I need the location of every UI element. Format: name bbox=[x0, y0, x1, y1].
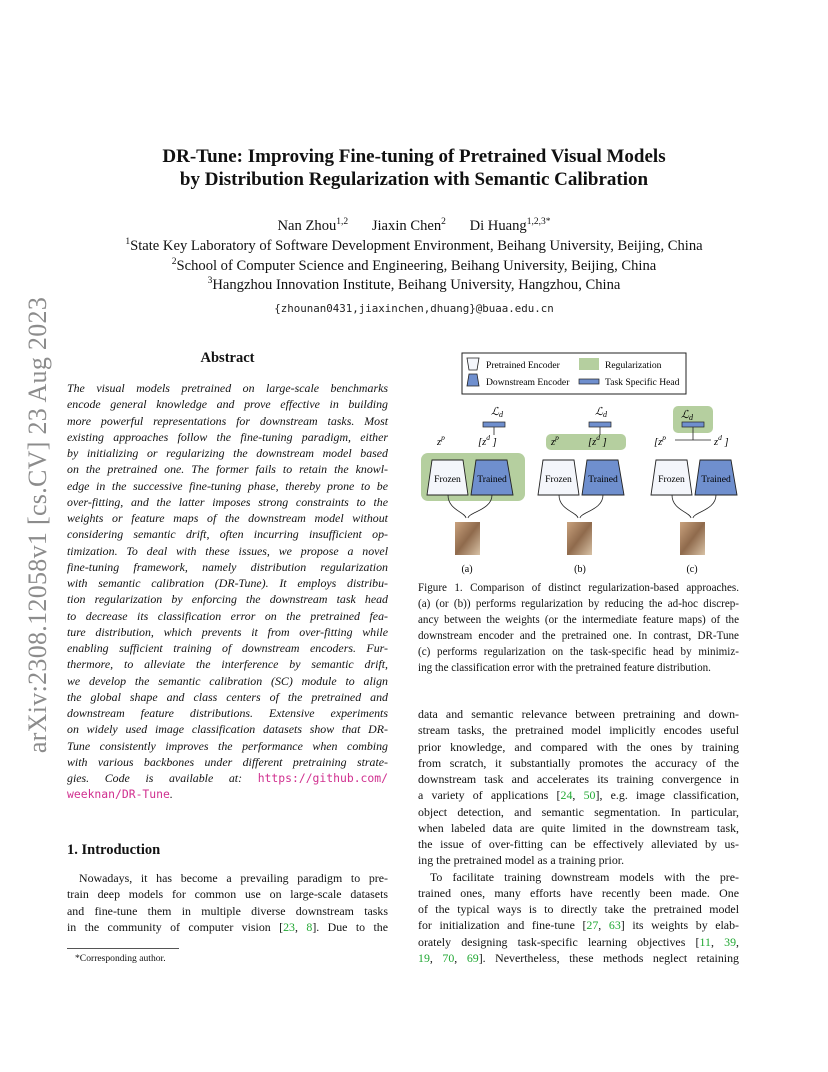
section-heading-introduction: 1. Introduction bbox=[67, 842, 161, 858]
panel-c bbox=[651, 406, 737, 575]
body-line: prior knowledge, and compared with the ones by training bbox=[418, 739, 739, 754]
citation-link[interactable]: 8 bbox=[306, 919, 313, 934]
caption-line: ancy between the weights (or the intermediate feature maps) of the bbox=[418, 614, 739, 627]
arxiv-sidebar-id bbox=[18, 290, 58, 760]
abstract-line: thermore, to alleviate the interference by semantic drift, bbox=[67, 657, 388, 672]
abstract-line: with various backbones under different pretraining strate- bbox=[67, 754, 388, 769]
intro-line: Nowadays, it has become a prevailing paradigm to pre- bbox=[79, 871, 388, 885]
abstract-line: by initializing or regularizing the downstream model based bbox=[67, 446, 388, 460]
abstract-line: timization. To deal with these issues, we propose a novel bbox=[67, 543, 388, 558]
trained-label: Trained bbox=[701, 474, 731, 485]
intro-line: in the community of computer vision [23, 8]. Due to the bbox=[67, 919, 388, 934]
caption-line: ing the classification error with the pretrained feature distribution. bbox=[418, 662, 711, 675]
abstract-heading: Abstract bbox=[200, 350, 255, 366]
intro-line: and fine-tune them in multiple diverse downstream tasks bbox=[67, 903, 388, 918]
zp-label: [$z^p$ bbox=[654, 433, 666, 448]
zp-label: $z^p$ bbox=[551, 433, 559, 448]
caption-line: downstream encoder and the pretrained one. In contrast, DR-Tune bbox=[418, 630, 739, 643]
body-line: orately designing task-specific learning objectives [11, 39, bbox=[418, 934, 740, 949]
body-line: data and semantic relevance between pretraining and down- bbox=[418, 707, 739, 721]
right-column-body bbox=[418, 706, 739, 966]
abstract-line: existing approaches follow the fine-tuning paradigm, either bbox=[67, 429, 388, 444]
abstract-line: fine-tuning framework, namely distribution regularization bbox=[67, 559, 388, 574]
title-line-2: by Distribution Regularization with Semantic Calibration bbox=[179, 169, 649, 190]
legend-downstream-encoder: Downstream Encoder bbox=[486, 377, 570, 388]
affiliation-2: $^2$School of Computer Science and Engineering, Beihang University, Beijing, China bbox=[171, 257, 657, 274]
abstract-line: tion regularization by enforcing the downstream task head bbox=[67, 592, 388, 607]
affiliation-3: $^3$Hangzhou Innovation Institute, Beihang University, Hangzhou, China bbox=[207, 276, 621, 293]
abstract-line: the global shape and class centers of the pretrained and bbox=[67, 689, 388, 704]
intro-line: train deep models for common use on large-scale datasets bbox=[67, 887, 388, 902]
frozen-label: Frozen bbox=[434, 474, 461, 485]
panel-a bbox=[421, 406, 525, 575]
author-3: Di Huang$^{1,2,3*}$ bbox=[469, 217, 551, 234]
panel-label: (b) bbox=[574, 564, 586, 575]
body-line: the issue of over-fitting can be effectively alleviated by us- bbox=[418, 837, 739, 851]
title-line-1: DR-Tune: Improving Fine-tuning of Pretrained Visual Models bbox=[162, 146, 666, 167]
affiliation-1: $^1$State Key Laboratory of Software Development Environment, Beihang University, Beijing, China bbox=[125, 237, 703, 254]
trained-label: Trained bbox=[588, 474, 618, 485]
intro-paragraph bbox=[67, 870, 388, 935]
abstract-line: we develop the semantic calibration (SC) module to align bbox=[67, 673, 388, 688]
body-line: when labeled data are quite limited in the downstream task, bbox=[418, 820, 739, 835]
citation-link[interactable]: 69 bbox=[466, 950, 479, 965]
frozen-label: Frozen bbox=[658, 474, 685, 485]
code-link-part-1[interactable]: https://github.com/ bbox=[257, 771, 388, 785]
body-line: ing the pretrained model as a training prior. bbox=[418, 853, 625, 868]
author-list bbox=[90, 218, 738, 235]
panel-label: (a) bbox=[461, 564, 473, 575]
task-head bbox=[589, 422, 611, 427]
citation-link[interactable]: 24 bbox=[560, 788, 573, 803]
caption-line: Figure 1. Comparison of distinct regularization-based approaches. bbox=[418, 582, 739, 594]
abstract-line: encode general knowledge and prove effective in building bbox=[67, 397, 388, 412]
author-1: Nan Zhou$^{1,2}$ bbox=[277, 217, 349, 234]
figure-1-diagram bbox=[418, 348, 739, 580]
abstract-line-with-link: gies. Code is available at: https://github.com/ bbox=[67, 771, 388, 785]
pretrained-encoder-legend-icon bbox=[467, 358, 479, 370]
body-line: trained ones, many efforts have recently been made. One bbox=[418, 885, 739, 900]
body-line: of the typical ways is to directly take the pretrained model bbox=[418, 902, 739, 916]
citation-link[interactable]: 11 bbox=[699, 934, 711, 949]
abstract-line: over-fitting, and the latter imposes strong constraints to the bbox=[67, 494, 388, 509]
abstract-line: edge in the successive fine-tuning phase, thereby prone to be bbox=[67, 478, 388, 493]
citation-link[interactable]: 70 bbox=[442, 950, 455, 965]
task-head bbox=[682, 422, 704, 427]
body-line: 19, 70, 69]. Nevertheless, these methods neglect retaining bbox=[418, 950, 739, 965]
zd-label: $z^d$ ] bbox=[714, 433, 729, 448]
citation-link[interactable]: 39 bbox=[724, 934, 737, 949]
regularization-legend-swatch bbox=[579, 358, 599, 370]
caption-line: (a) (or (b)) performs regularization by reducing the ad-hoc discrep- bbox=[418, 598, 739, 611]
abstract-line: Tune consistently improves the performance when combing bbox=[67, 738, 388, 753]
footnote-corresponding-author: *Corresponding author. bbox=[75, 953, 166, 964]
abstract-line: with semantic calibration (DR-Tune). It employs distribu- bbox=[67, 576, 388, 590]
trained-label: Trained bbox=[477, 474, 507, 485]
input-cat-image bbox=[455, 522, 480, 555]
body-line: To facilitate training downstream models with the pre- bbox=[430, 869, 739, 884]
figure-1-caption bbox=[418, 580, 739, 677]
caption-line: (c) performs regularization on the task-specific head by minimiz- bbox=[418, 646, 739, 659]
legend-pretrained-encoder: Pretrained Encoder bbox=[486, 360, 560, 371]
panel-b bbox=[538, 406, 626, 575]
loss-label: ℒd bbox=[595, 406, 607, 419]
abstract-line: downstream feature distributions. Extensive experiments bbox=[67, 706, 388, 720]
body-line: object detection, and semantic segmentation. In particular, bbox=[418, 804, 739, 819]
body-line: stream tasks, the pretrained model implicitly encodes useful bbox=[418, 723, 739, 738]
code-link-part-2[interactable]: weeknan/DR-Tune bbox=[67, 787, 170, 802]
frozen-label: Frozen bbox=[545, 474, 572, 485]
author-2: Jiaxin Chen$^2$ bbox=[371, 217, 446, 234]
zp-label: $z^p$ bbox=[437, 433, 445, 448]
footnote-rule bbox=[67, 948, 179, 949]
body-line: downstream task and accelerates its training convergence in bbox=[418, 772, 739, 786]
abstract-line: weights or feature maps of the downstream model without bbox=[67, 511, 388, 525]
citation-link[interactable]: 27 bbox=[586, 918, 599, 933]
task-head bbox=[483, 422, 505, 427]
abstract-line: on widely used image classification datasets show that DR- bbox=[67, 722, 388, 737]
input-cat-image bbox=[680, 522, 705, 555]
abstract-line: The visual models pretrained on large-scale benchmarks bbox=[67, 381, 388, 395]
abstract-line: on the pretrained one. The former fails to retain the knowl- bbox=[67, 462, 388, 477]
panel-label: (c) bbox=[686, 564, 698, 575]
downstream-encoder-legend-icon bbox=[467, 374, 479, 386]
citation-link[interactable]: 50 bbox=[583, 788, 596, 803]
input-cat-image bbox=[567, 522, 592, 555]
citation-link[interactable]: 63 bbox=[608, 918, 621, 933]
task-head-legend-icon bbox=[579, 379, 599, 384]
zd-label: [$z^d$ ] bbox=[588, 433, 607, 448]
paper-title bbox=[90, 145, 738, 191]
legend-task-specific-head: Task Specific Head bbox=[605, 377, 680, 388]
citation-link[interactable]: 19 bbox=[418, 950, 430, 965]
body-line: a variety of applications [24, 50], e.g. image classification, bbox=[418, 788, 740, 803]
abstract-body bbox=[67, 380, 388, 803]
abstract-line: ture distribution, which prevents it from over-fitting while bbox=[67, 624, 388, 639]
citation-link[interactable]: 23 bbox=[283, 919, 295, 934]
zd-label: [$z^d$ ] bbox=[478, 433, 497, 448]
loss-label: ℒd bbox=[681, 409, 693, 422]
abstract-line-link-end: weeknan/DR-Tune. bbox=[67, 787, 173, 802]
legend-regularization: Regularization bbox=[605, 360, 662, 371]
abstract-line: considering semantic drift, often incurring insufficient op- bbox=[67, 527, 388, 542]
abstract-line: more powerful representations for downstream tasks. Most bbox=[67, 413, 388, 428]
author-emails: {zhounan0431,jiaxinchen,dhuang}@buaa.edu.cn bbox=[274, 302, 554, 315]
abstract-line: to decrease its classification error on the pretrained fea- bbox=[67, 608, 388, 623]
body-line: from scratch, it substantially promotes the accuracy of the bbox=[418, 755, 739, 770]
arxiv-id-text: arXiv:2308.12058v1 [cs.CV] 23 Aug 2023 bbox=[23, 296, 52, 754]
body-line: for initialization and fine-tune [27, 63] its weights by elab- bbox=[418, 918, 739, 933]
abstract-line: enabling sufficient training of downstream encoders. Fur- bbox=[67, 641, 388, 655]
loss-label: ℒd bbox=[491, 406, 503, 419]
